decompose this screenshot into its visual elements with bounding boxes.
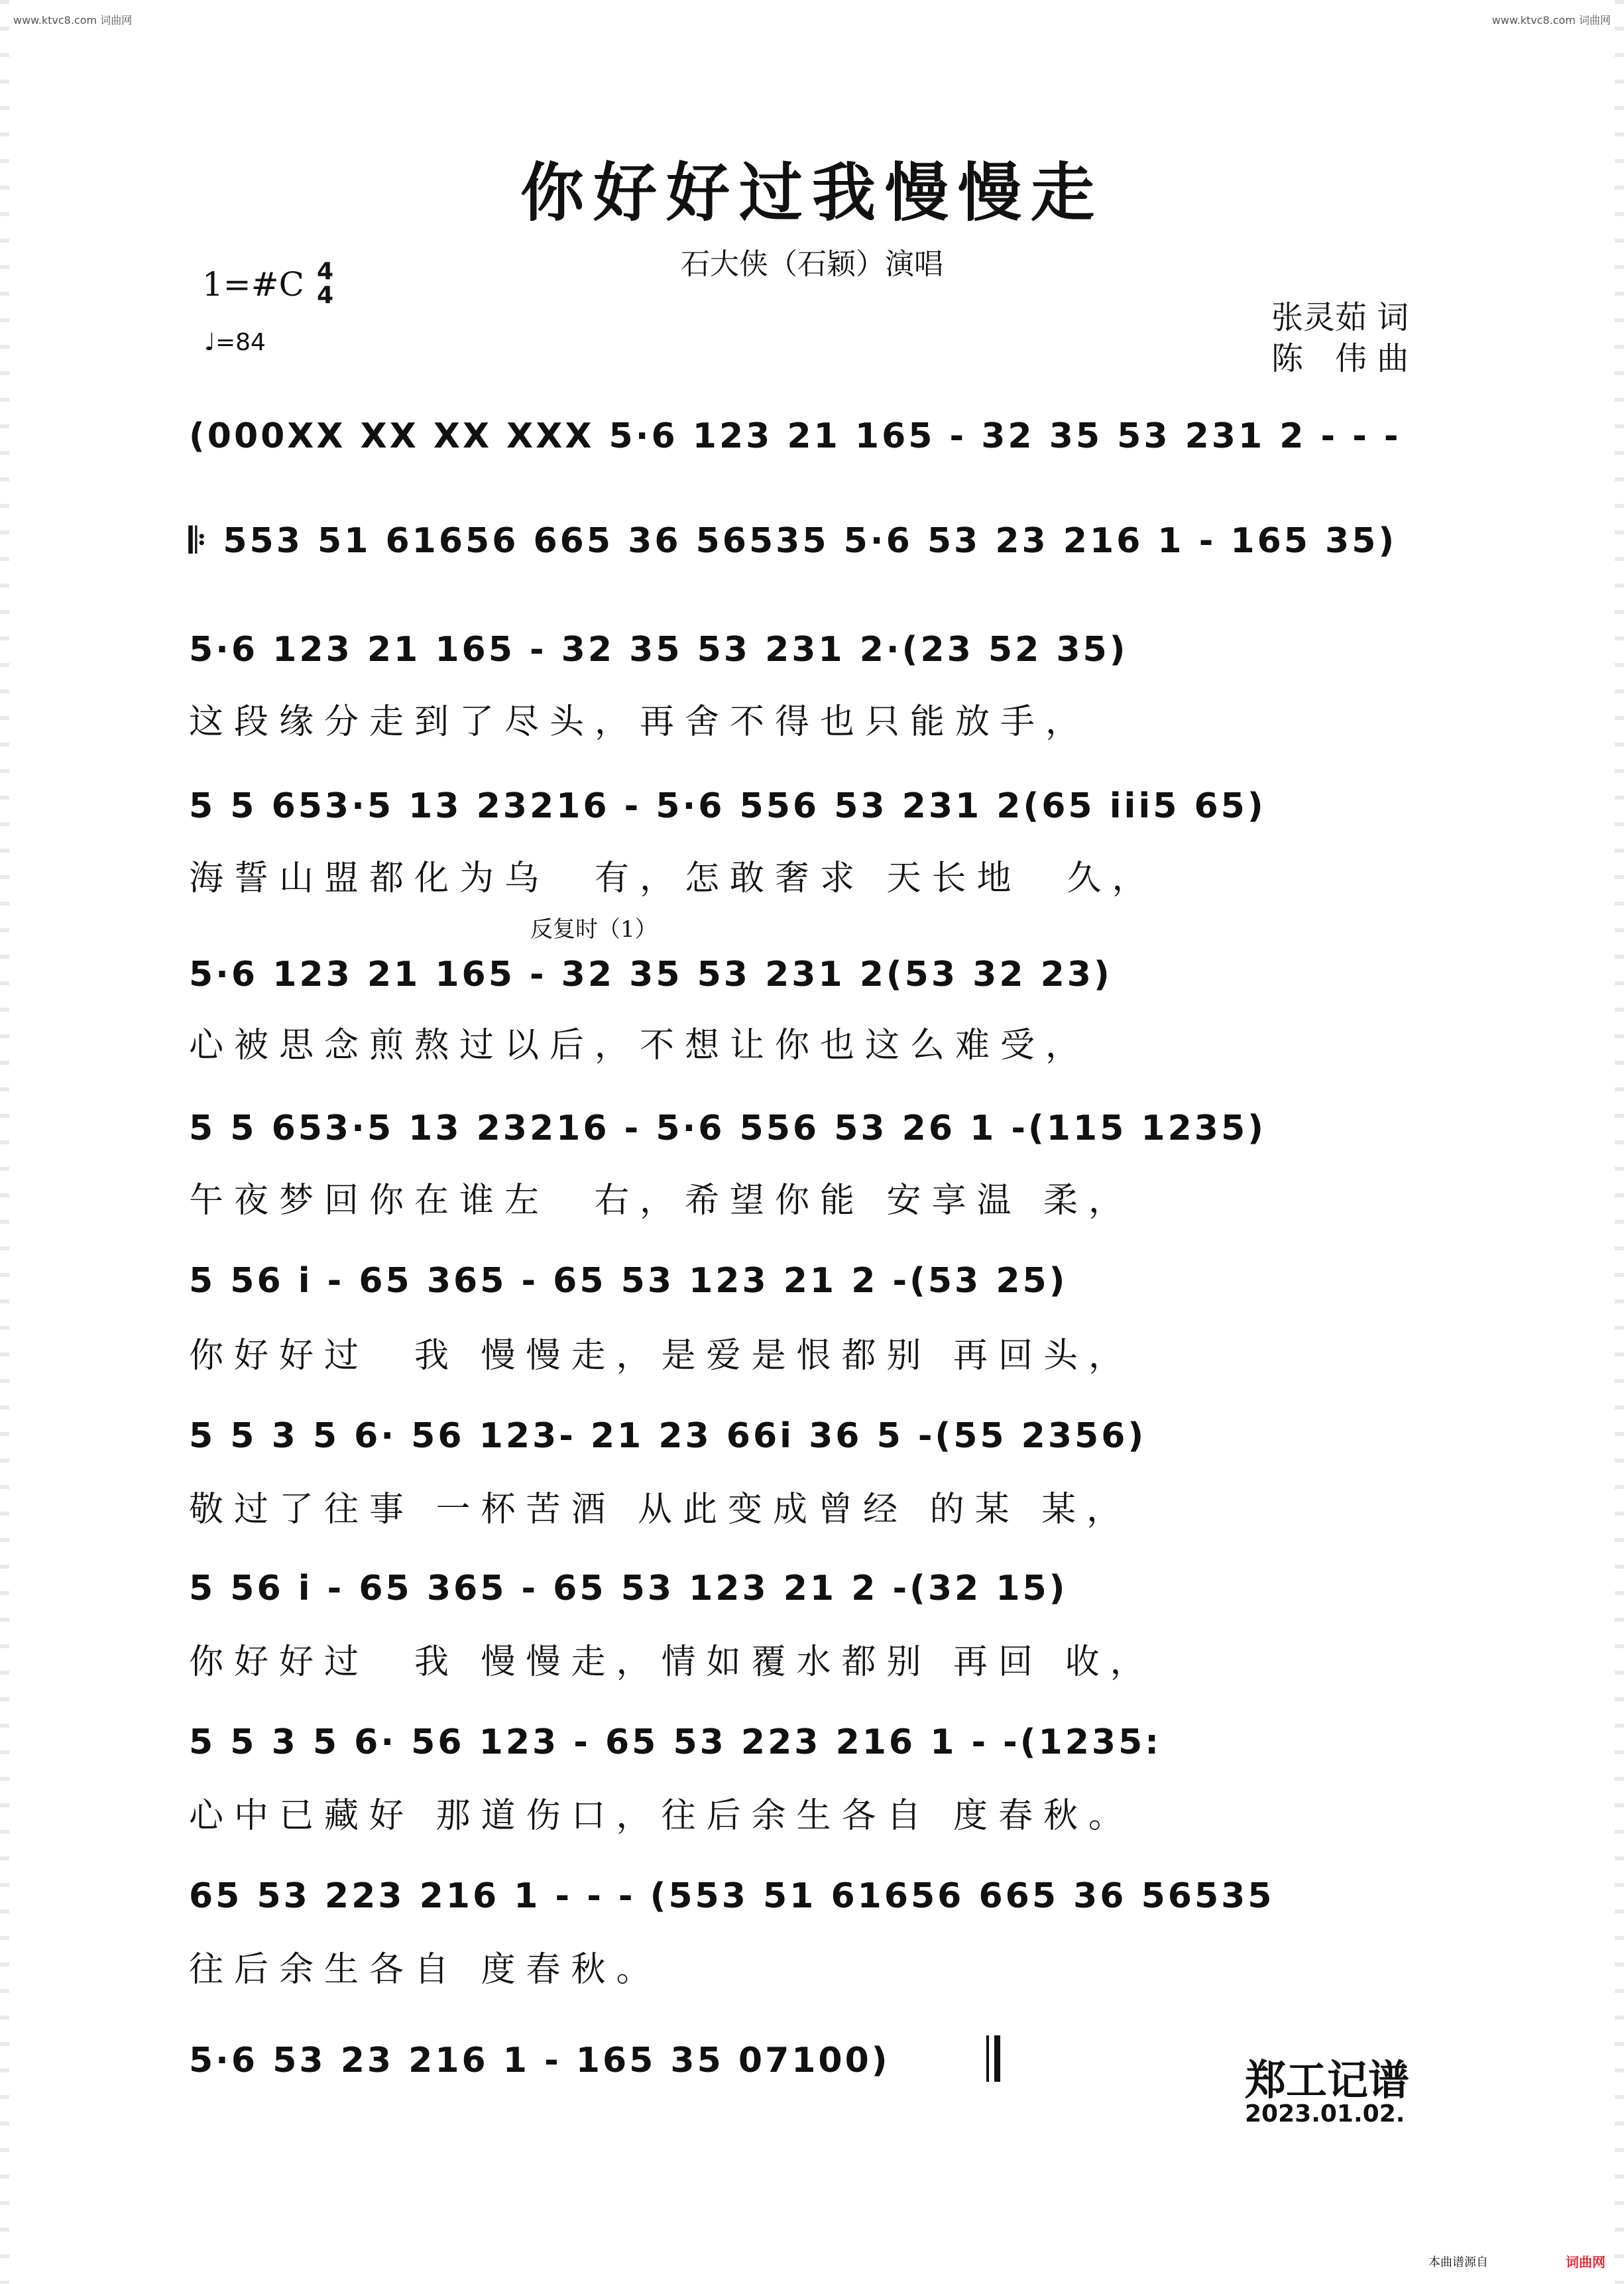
transcriber-signature: 郑工记谱 xyxy=(1245,2056,1410,2104)
lyric-line-7: 你好好过 我 慢慢走，是爱是恨都别 再回头， xyxy=(189,1336,1134,1376)
lyric-line-11: 往后余生各自 度春秋。 xyxy=(189,1950,662,1990)
score-line-3: 5·6 123 21 165 - 32 35 53 231 2·(23 52 35) xyxy=(189,630,1128,670)
song-title: 你好好过我慢慢走 xyxy=(520,155,1104,230)
footer-source-label: 本曲谱源自 xyxy=(1428,2255,1488,2269)
site-watermark-left[interactable]: www.ktvc8.com 词曲网 xyxy=(13,14,133,27)
final-barline-thick xyxy=(994,2035,1000,2082)
score-line-2: 𝄆 553 51 61656 665 36 56535 5·6 53 23 216 1 - 165 35) xyxy=(189,521,1397,561)
composer-credit: 陈 伟 曲 xyxy=(1271,340,1409,377)
score-line-7: 5 56 i - 65 365 - 65 53 123 21 2 -(53 25) xyxy=(189,1261,1068,1301)
footer-brand-link[interactable]: 词曲网 xyxy=(1566,2254,1605,2270)
score-line-4: 5 5 653·5 13 23216 - 5·6 556 53 231 2(65 iii5 65) xyxy=(189,786,1266,826)
performer-line: 石大侠（石颖）演唱 xyxy=(681,247,943,281)
time-signature xyxy=(317,260,333,308)
lyric-line-6: 午夜梦回你在谁左 右，希望你能 安享温 柔， xyxy=(189,1181,1134,1221)
score-line-1: (000XX XX XX XXX 5·6 123 21 165 - 32 35 53 231 2 - - - xyxy=(189,416,1401,456)
score-line-10: 5 5 3 5 6· 56 123 - 65 53 223 216 1 - -(1235: xyxy=(189,1722,1162,1762)
score-line-12: 5·6 53 23 216 1 - 165 35 07100) xyxy=(189,2041,890,2080)
score-line-8: 5 5 3 5 6· 56 123- 21 23 66i 36 5 -(55 2356) xyxy=(189,1416,1147,1456)
tempo-marking: ♩=84 xyxy=(204,329,266,356)
score-line-9: 5 56 i - 65 365 - 65 53 123 21 2 -(32 15) xyxy=(189,1569,1068,1608)
score-line-5: 5·6 123 21 165 - 32 35 53 231 2(53 32 23) xyxy=(189,955,1112,994)
lyricist-credit: 张灵茹 词 xyxy=(1271,299,1409,336)
lyric-line-5: 心被思念煎熬过以后，不想让你也这么难受， xyxy=(189,1026,1091,1065)
site-watermark-right[interactable]: www.ktvc8.com 词曲网 xyxy=(1491,14,1611,27)
lyric-line-10: 心中已藏好 那道伤口，往后余生各自 度春秋。 xyxy=(189,1796,1134,1836)
key-signature: 1=#C xyxy=(202,265,304,304)
time-signature-top: 4 xyxy=(317,258,334,285)
score-line-11: 65 53 223 216 1 - - - (553 51 61656 665 36 56535 xyxy=(189,1876,1275,1916)
transcription-date: 2023.01.02. xyxy=(1245,2100,1405,2128)
score-line-6: 5 5 653·5 13 23216 - 5·6 556 53 26 1 -(115 1235) xyxy=(189,1109,1266,1148)
lyric-line-9: 你好好过 我 慢慢走，情如覆水都别 再回 收， xyxy=(189,1642,1155,1682)
lyric-line-3: 这段缘分走到了尽头，再舍不得也只能放手， xyxy=(189,702,1091,742)
left-watermark-strip xyxy=(0,0,9,2284)
right-watermark-strip xyxy=(1615,0,1624,2284)
repeat-marking: 反复时（1） xyxy=(530,916,658,943)
lyric-line-8: 敬过了往事 一杯苦酒 从此变成曾经 的某 某， xyxy=(189,1490,1132,1530)
final-barline-thin xyxy=(986,2035,989,2082)
lyric-line-4: 海誓山盟都化为乌 有，怎敢奢求 天长地 久， xyxy=(189,859,1157,898)
time-signature-bottom: 4 xyxy=(317,282,334,309)
